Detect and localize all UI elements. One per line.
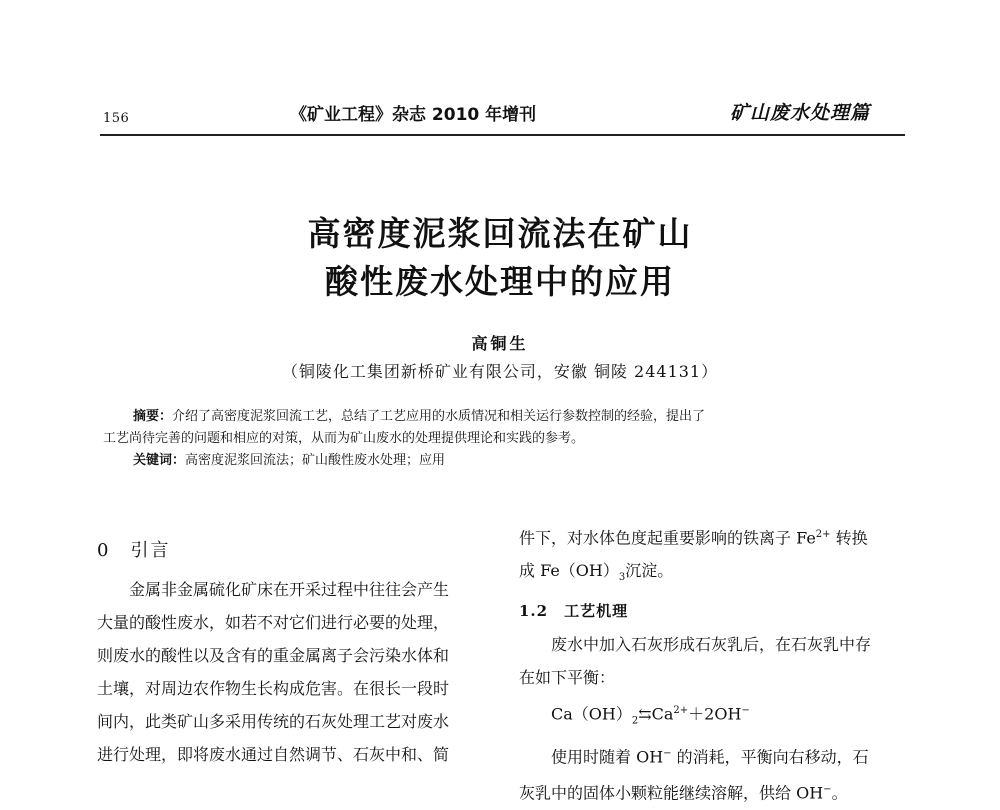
intro-paragraph bbox=[97, 573, 490, 771]
mechanism-line2: 在如下平衡： bbox=[519, 667, 616, 687]
mechanism-heading: 1.2 工艺机理 bbox=[519, 601, 629, 620]
intro-line: 间内，此类矿山多采用传统的石灰处理工艺对废水 bbox=[97, 712, 450, 731]
oh-charge: − bbox=[663, 748, 672, 760]
usage-text: 。 bbox=[831, 783, 848, 803]
intro-line: 金属非金属硫化矿床在开采过程中往往会产生 bbox=[129, 580, 450, 599]
intro-line: 土壤，对周边农作物生长构成危害。在很长一段时 bbox=[97, 679, 450, 698]
header-rule bbox=[100, 134, 905, 136]
eq-sub: 2 bbox=[631, 715, 639, 727]
abstract-line1: 介绍了高密度泥浆回流工艺，总结了工艺应用的水质情况和相关运行参数控制的经验，提出了 bbox=[172, 409, 706, 424]
usage-text: 使用时随着 OH bbox=[551, 747, 664, 767]
usage-line2 bbox=[519, 773, 909, 809]
right-line1 bbox=[519, 518, 909, 554]
eq-part: ＋2OH bbox=[688, 703, 742, 723]
keywords-label: 关键词： bbox=[133, 453, 186, 468]
mechanism-line1: 废水中加入石灰形成石灰乳后，在石灰乳中存 bbox=[551, 634, 872, 654]
eq-part: ⇆Ca bbox=[638, 703, 674, 723]
affiliation: （铜陵化工集团新桥矿业有限公司，安徽 铜陵 244131） bbox=[281, 362, 719, 381]
intro-heading: 0 引言 bbox=[97, 540, 171, 561]
intro-line: 进行处理，即将废水通过自然调节、石灰中和、简 bbox=[97, 745, 450, 764]
abstract-line2: 工艺尚待完善的问题和相应的对策，从而为矿山废水的处理提供理论和实践的参考。 bbox=[103, 431, 585, 446]
oh-charge: − bbox=[823, 784, 832, 796]
eq-sup: 2+ bbox=[673, 704, 689, 716]
paper-title-line2: 酸性废水处理中的应用 bbox=[325, 262, 675, 301]
eq-part: Ca（OH） bbox=[551, 703, 632, 723]
oh-subscript: 3 bbox=[618, 572, 626, 584]
abstract-label: 摘要： bbox=[133, 409, 173, 424]
keywords-row bbox=[133, 450, 873, 472]
eq-sup: − bbox=[741, 704, 750, 716]
intro-line: 则废水的酸性以及含有的重金属离子会污染水体和 bbox=[97, 646, 450, 665]
author: 高铜生 bbox=[471, 334, 529, 353]
right-line1-text: 件下，对水体色度起重要影响的铁离子 Fe bbox=[519, 528, 816, 548]
journal-title: 《矿业工程》杂志 2010 年增刊 bbox=[290, 105, 537, 125]
right-column bbox=[519, 518, 909, 810]
right-line1-end: 转换 bbox=[830, 528, 868, 548]
abstract-block bbox=[103, 406, 873, 472]
page-number: 156 bbox=[103, 111, 130, 126]
right-line2-text: 成 Fe（OH） bbox=[519, 561, 619, 581]
usage-text: 灰乳中的固体小颗粒能继续溶解，供给 OH bbox=[519, 783, 824, 803]
right-line2 bbox=[519, 554, 909, 594]
usage-line1 bbox=[519, 737, 909, 773]
usage-text: 的消耗，平衡向右移动，石 bbox=[671, 747, 869, 767]
section-title: 矿山废水处理篇 bbox=[730, 102, 871, 124]
keywords-text: 高密度泥浆回流法；矿山酸性废水处理；应用 bbox=[185, 453, 446, 468]
paper-title-line1: 高密度泥浆回流法在矿山 bbox=[307, 214, 693, 253]
intro-line: 大量的酸性废水，如若不对它们进行必要的处理， bbox=[97, 613, 450, 632]
right-line2-end: 沉淀。 bbox=[625, 561, 674, 581]
equilibrium-equation bbox=[519, 694, 909, 738]
abstract-row1 bbox=[133, 406, 873, 428]
fe-charge: 2+ bbox=[815, 529, 831, 540]
